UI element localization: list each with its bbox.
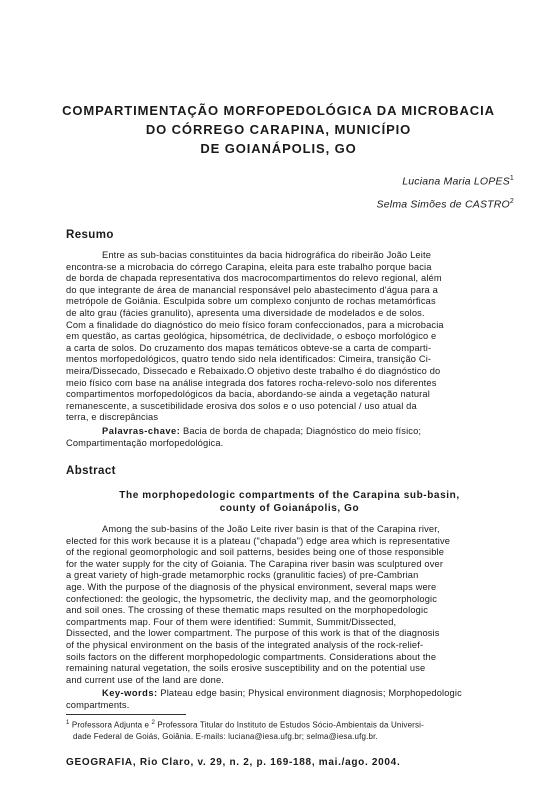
author-list xyxy=(377,169,514,214)
abstract-keywords xyxy=(66,688,513,711)
footnote: $^1$ Professora Adjunta e $^2$ Professora Titular do Instituto de Estudos Sócio-Ambientais da Universi- dade Federal de Goiás, Goiânia. E-mails: luciana@iesa.ufg.br; selma@iesa.ufg.br. xyxy=(66,718,513,742)
abstract-line: for the water supply for the city of Goiania. The Carapina river basin was sculptured over xyxy=(66,558,444,569)
keywords-text: Plateau edge basin; Physical environment diagnosis; Morphopedologic xyxy=(160,688,462,698)
abstract-line: Dissected, and the lower compartment. The purpose of this work is that of the diagnosis xyxy=(66,628,440,639)
title-line: DO CÓRREGO CARAPINA, MUNICÍPIO xyxy=(145,122,412,137)
abstract-title-line: county of Goianápolis, Go xyxy=(219,502,360,514)
title-line: DE GOIANÁPOLIS, GO xyxy=(200,141,357,156)
abstract-line: elected for this work because it is a plateau ("chapada") edge area which is representative xyxy=(66,535,451,546)
resumo-line: do que integrante de área de manancial responsável pelo abastecimento d'água para a xyxy=(66,284,438,295)
resumo-line: de alto grau (fácies granulito), apresenta uma diversidade de modelados e de solos. xyxy=(66,307,425,318)
resumo-line: Com a finalidade do diagnóstico do meio físico foram confeccionados, para a microbacia xyxy=(66,319,444,330)
abstract-title-line: The morphopedologic compartments of the Carapina sub-basin, xyxy=(119,490,460,501)
abstract-heading: Abstract xyxy=(66,465,116,477)
resumo-line: compartimentos morfopedológicos da bacia, abordando-se ainda a vegetação natural xyxy=(66,389,430,400)
resumo-line: de borda de chapada representativa dos macrocompartimentos do relevo regional, além xyxy=(66,273,442,284)
author-2: Selma Simões de CASTRO$^2$ xyxy=(376,197,514,210)
abstract-title xyxy=(66,490,513,515)
abstract-line: Among the sub-basins of the João Leite river basin is that of the Carapina river, xyxy=(102,524,440,534)
paper-title xyxy=(60,101,497,158)
resumo-line: metrópole de Goiânia. Esculpida sobre um complexo conjunto de rochas metamórficas xyxy=(66,296,436,307)
resumo-line: Entre as sub-bacias constituintes da bacia hidrográfica do ribeirão João Leite xyxy=(102,250,432,260)
resumo-line: meira/Dissecado, Dissecado e Rebaixado.O objetivo deste trabalho é do diagnóstico do xyxy=(66,365,441,376)
title-line: COMPARTIMENTAÇÃO MORFOPEDOLÓGICA DA MICROBACIA xyxy=(62,103,495,118)
author-1: Luciana Maria LOPES$^1$ xyxy=(402,175,514,188)
author-2-mark: 2 xyxy=(509,197,514,205)
resumo-line: remanescente, a suscetibilidade erosiva dos solos e o uso potencial / uso atual da xyxy=(66,400,417,411)
abstract-line: and current use of the land are done. xyxy=(66,674,225,685)
abstract-line: a great variety of high-grade metamorphic rocks (granulitic facies) of pre-Cambrian xyxy=(66,570,419,581)
resumo-line: em questão, as cartas geológica, hipsométrica, de declividade, o esboço morfológico e xyxy=(66,331,437,342)
abstract-line: age. With the purpose of the diagnosis of the physical environment, several maps were xyxy=(66,581,437,592)
footnote-mark-1: 1 xyxy=(66,720,70,726)
author-1-mark: 1 xyxy=(509,175,514,182)
abstract-line: compartments map. Four of them were identified: Summit, Summit/Dissected, xyxy=(66,616,397,627)
keywords-text: Bacia de borda de chapada; Diagnóstico do meio físico; xyxy=(183,426,422,436)
keywords-text: Compartimentação morfopedológica. xyxy=(66,437,224,448)
journal-citation: GEOGRAFIA, Rio Claro, v. 29, n. 2, p. 169-188, mai./ago. 2004. xyxy=(66,757,401,768)
abstract-line: of the physical environment on the basis of the integrated analysis of the rock-relief- xyxy=(66,639,424,650)
resumo-body xyxy=(66,250,513,424)
keywords-text: compartments. xyxy=(66,699,130,710)
resumo-line: meio físico com base na análise integrada dos fatores rocha-relevo-solo nos diferentes xyxy=(66,377,437,388)
keywords-label: Palavras-chave: xyxy=(102,426,181,436)
resumo-line: terra, e discrepâncias xyxy=(66,412,159,423)
resumo-line: a carta de solos. Do cruzamento dos mapas temáticos obteve-se a carta de comparti- xyxy=(66,342,432,353)
resumo-heading: Resumo xyxy=(66,229,114,241)
abstract-body xyxy=(66,524,513,686)
resumo-line: mentos morfopedológicos, quatro tendo sido nela identificados: Cimeira, transição Ci- xyxy=(66,354,432,365)
abstract-line: confectioned: the geologic, the hypsometric, the declivity map, and the geomorphologic xyxy=(66,593,438,604)
footnote-mark-2: 2 xyxy=(151,720,156,726)
resumo-keywords xyxy=(66,426,513,449)
abstract-line: remaining natural vegetation, the soils erosive susceptibility and on the potential use xyxy=(66,663,426,674)
resumo-line: encontra-se a microbacia do córrego Carapina, eleita para este trabalho porque bacia xyxy=(66,261,432,272)
abstract-line: and soil ones. The crossing of these thematic maps resulted on the morphopedologic xyxy=(66,605,428,616)
keywords-label: Key-words: xyxy=(102,688,158,698)
footnote-line: dade Federal de Goiás, Goiânia. E-mails: luciana@iesa.ufg.br; selma@iesa.ufg.br. xyxy=(73,731,378,741)
abstract-line: soils factors on the different morphopedologic compartments. Considerations about the xyxy=(66,651,437,662)
footnote-divider xyxy=(66,714,186,715)
abstract-line: of the regional geomorphologic and soil patterns, besides being one of those responsible xyxy=(66,547,445,558)
